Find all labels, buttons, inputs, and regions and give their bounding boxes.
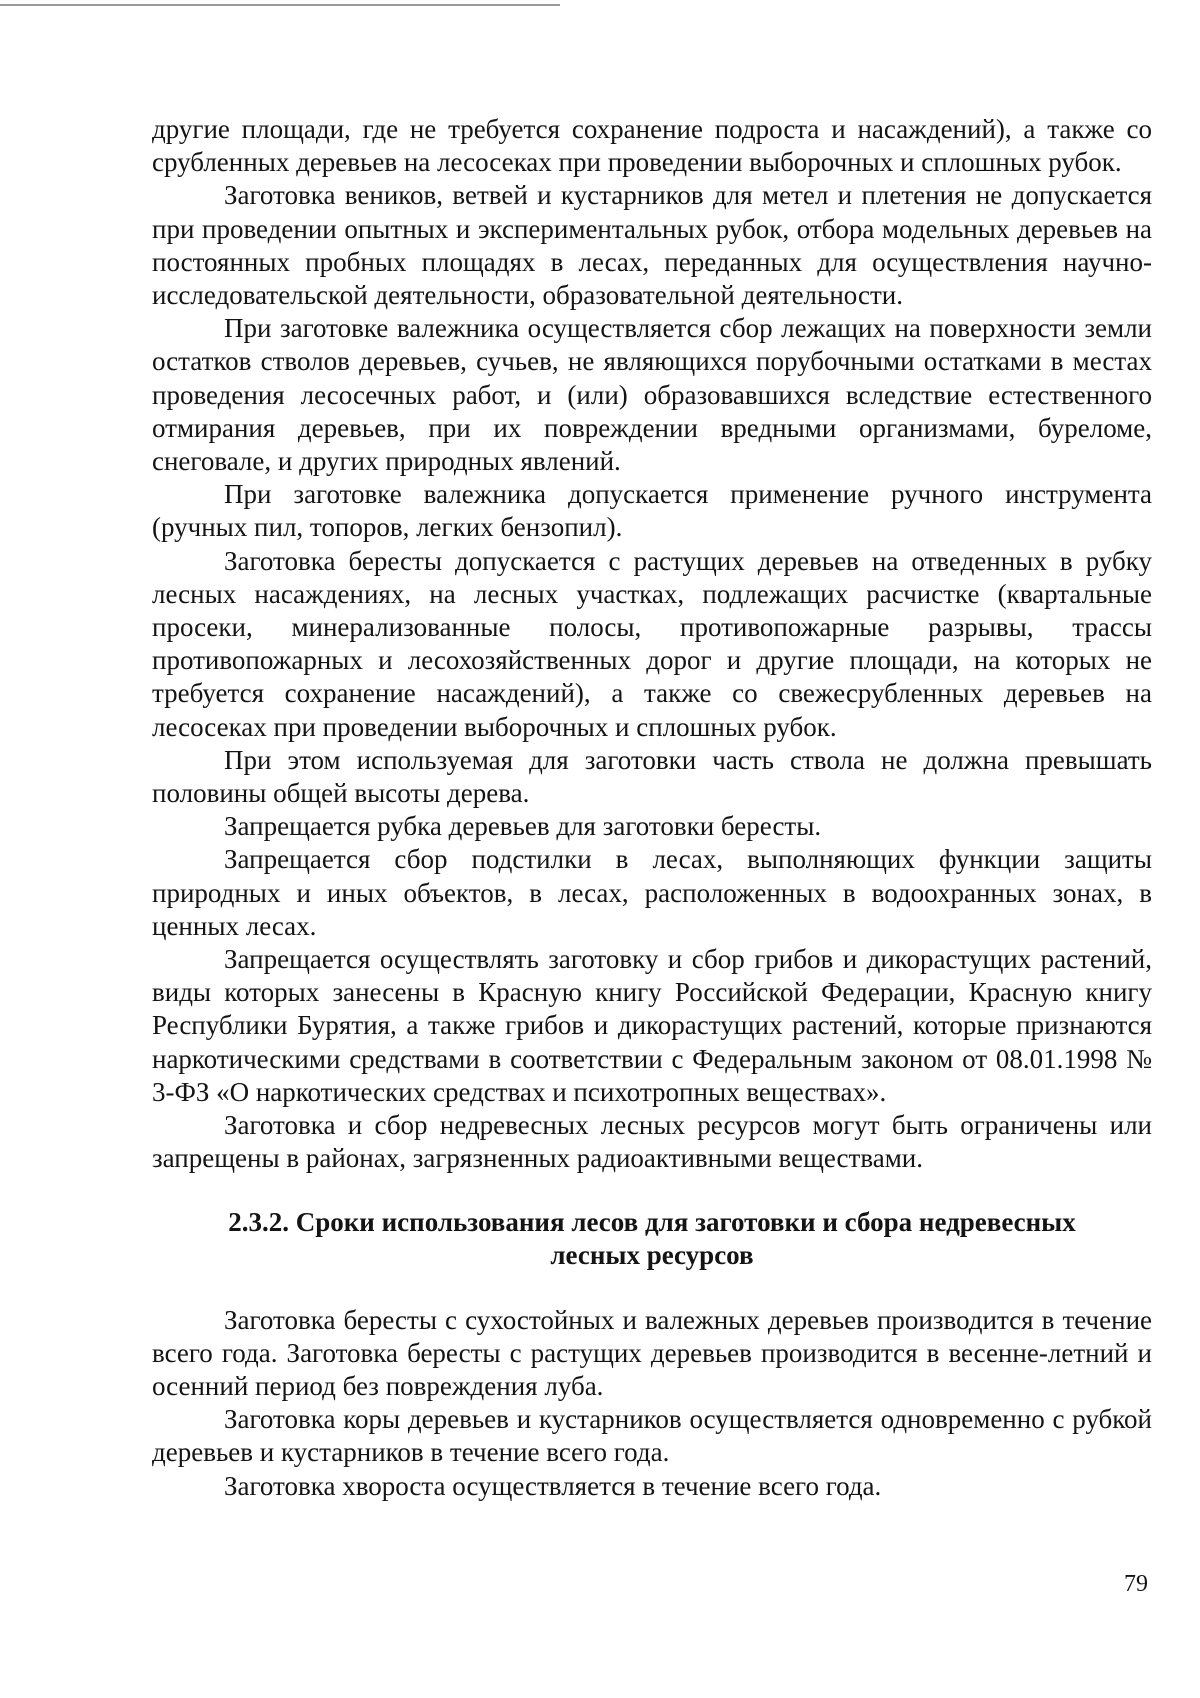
scan-edge-line: [0, 4, 560, 6]
paragraph-6: При этом используемая для заготовки часть ствола не должна превышать половины общей высоты дерева.: [152, 744, 1152, 809]
section-heading-line-2: лесных ресурсов: [550, 1239, 754, 1270]
paragraph-9: Запрещается осуществлять заготовку и сбор грибов и дикорастущих растений, виды которых занесены в Красную книгу Российской Федерации, Красную книгу Республики Бурятия, а также грибов и дикорастущих растений, которые признаются наркотическими средствами в соответствии с Федеральным законом от 08.01.1998 № 3-ФЗ «О наркотических средствах и психотропных веществах».: [152, 944, 1152, 1107]
paragraph-4: При заготовке валежника допускается применение ручного инструмента (ручных пил, топоров, легких бензопил).: [152, 479, 1152, 543]
paragraph-8: Запрещается сбор подстилки в лесах, выполняющих функции защиты природных и иных объектов, в лесах, расположенных в водоохранных зонах, в ценных лесах.: [152, 844, 1152, 941]
paragraph-3: При заготовке валежника осуществляется сбор лежащих на поверхности земли остатков стволов деревьев, сучьев, не являющихся порубочными остатками в местах проведения лесосечных работ, и (или) образовавшихся вследствие естественного отмирания деревьев, при их повреждении вредными организмами, буреломе, снеговале, и других природных явлений.: [152, 313, 1152, 477]
document-page: [152, 113, 1152, 1503]
page-number: 79: [1124, 1571, 1148, 1597]
paragraph-10: Заготовка и сбор недревесных лесных ресурсов могут быть ограничены или запрещены в районах, загрязненных радиоактивными веществами.: [152, 1110, 1152, 1174]
paragraph-13: Заготовка хвороста осуществляется в течение всего года.: [224, 1470, 882, 1501]
paragraph-1: другие площади, где не требуется сохранение подроста и насаждений), а также со срубленных деревьев на лесосеках при проведении выборочных и сплошных рубок.: [152, 114, 1152, 178]
paragraph-7: Запрещается рубка деревьев для заготовки бересты.: [224, 811, 822, 842]
paragraph-5: Заготовка бересты допускается с растущих деревьев на отведенных в рубку лесных насаждениях, на лесных участках, подлежащих расчистке (квартальные просеки, минерализованные полосы, противопожарные разрывы, трассы противопожарных и лесохозяйственных дорог и другие площади, на которых не требуется сохранение насаждений), а также со свежесрубленных деревьев на лесосеках при проведении выборочных и сплошных рубок.: [152, 545, 1152, 742]
section-heading-line-1: 2.3.2. Сроки использования лесов для заготовки и сбора недревесных: [228, 1206, 1076, 1237]
paragraph-11: Заготовка бересты с сухостойных и валежных деревьев производится в течение всего года. Заготовка бересты с растущих деревьев производится в весенне-летний и осенний период без повреждения луба.: [152, 1304, 1152, 1401]
section-heading: [152, 1206, 1152, 1272]
paragraph-2: Заготовка веников, ветвей и кустарников для метел и плетения не допускается при проведении опытных и экспериментальных рубок, отбора модельных деревьев на постоянных пробных площадях в лесах, переданных для осуществления научно-исследовательской деятельности, образовательной деятельности.: [152, 180, 1152, 311]
paragraph-12: Заготовка коры деревьев и кустарников осуществляется одновременно с рубкой деревьев и кустарников в течение всего года.: [152, 1404, 1152, 1468]
